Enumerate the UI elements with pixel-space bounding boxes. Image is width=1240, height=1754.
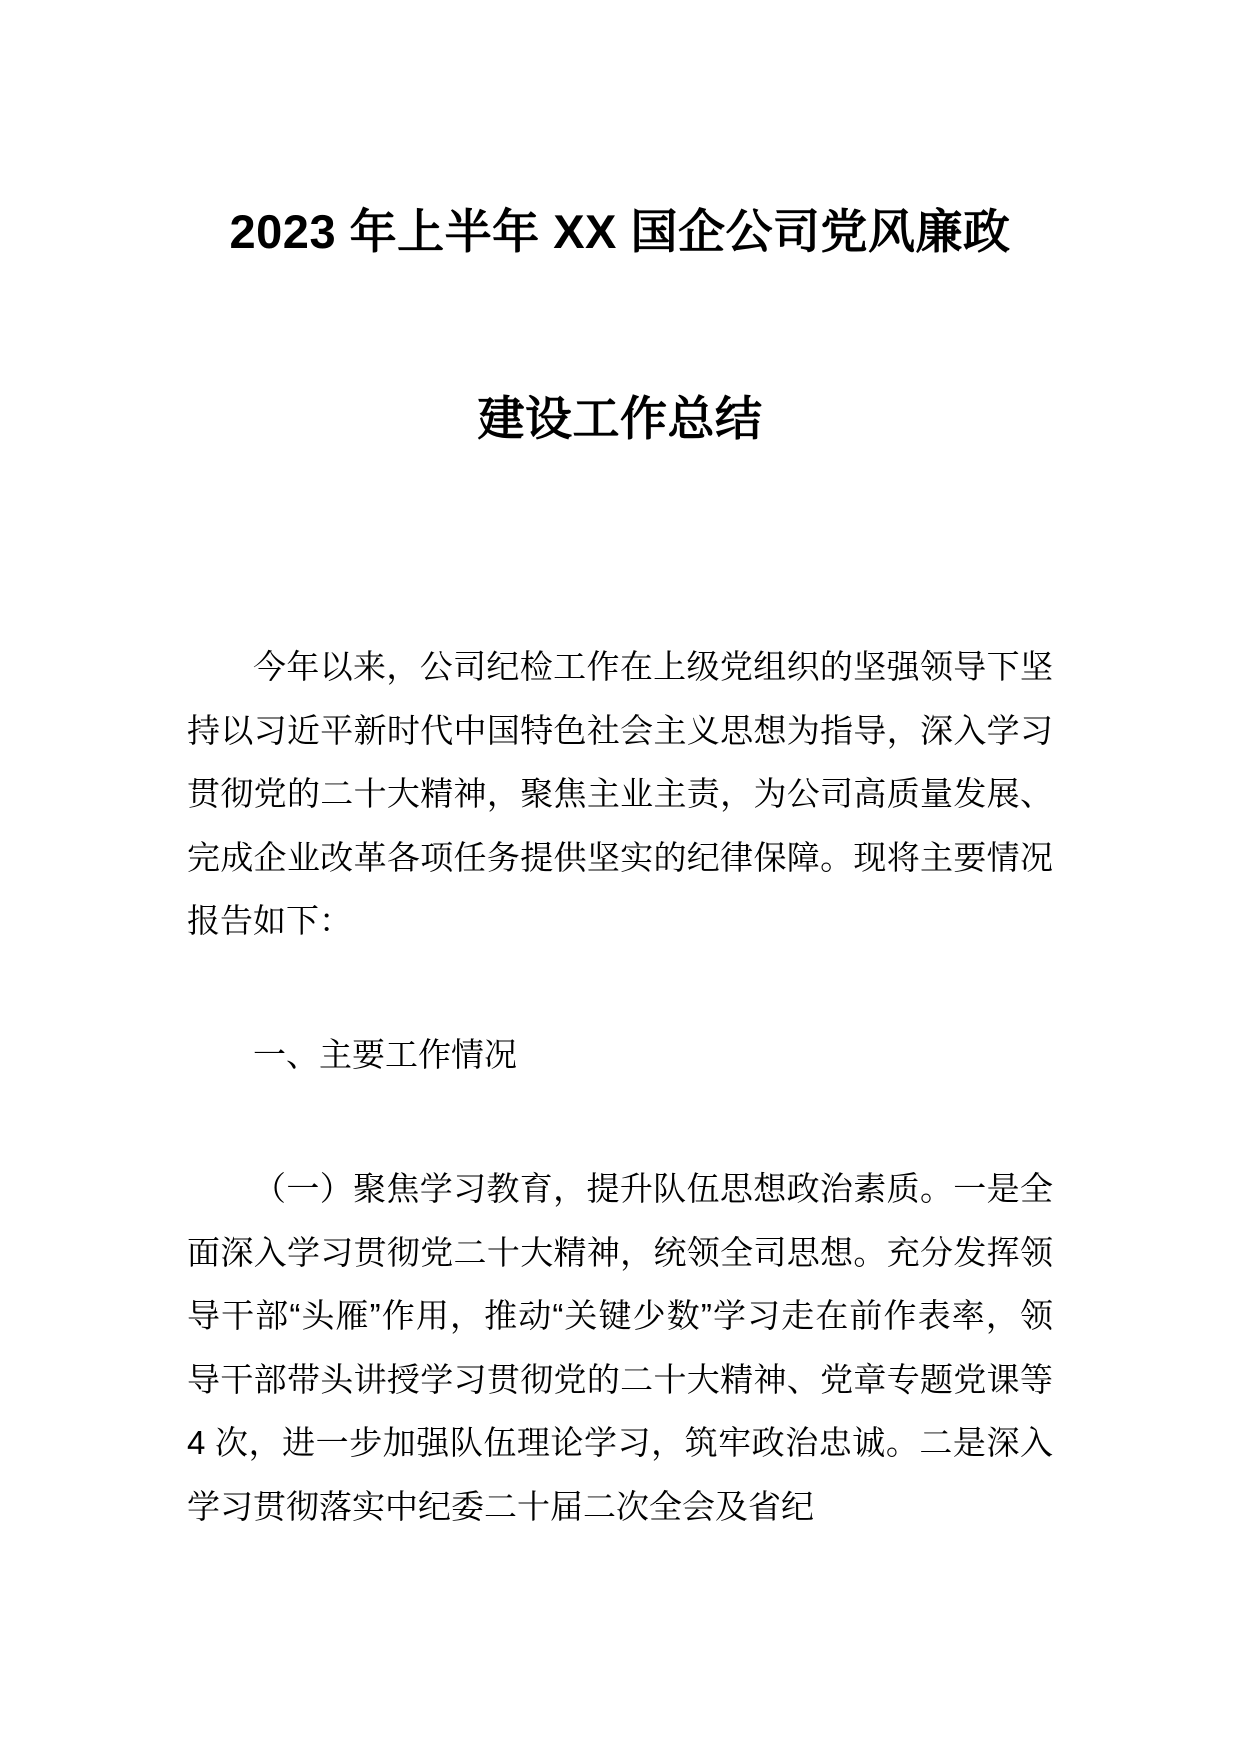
paragraph-section-1: （一）聚焦学习教育，提升队伍思想政治素质。一是全面深入学习贯彻党二十大精神，统领全司思想。充分发挥领导干部“头雁”作用，推动“关键少数”学习走在前作表率，领导干部带头讲授学习贯彻党的二十大精神、党章专题党课等 4 次，进一步加强队伍理论学习，筑牢政治忠诚。二是深入学习贯彻落实中纪委二十届二次全会及省纪 xyxy=(187,1170,1053,1525)
document-content xyxy=(187,0,1053,1538)
section-heading-1: 一、主要工作情况 xyxy=(253,1035,517,1073)
document-title xyxy=(187,0,1053,512)
document-title-line-1: 2023 年上半年 XX 国企公司党风廉政 xyxy=(229,205,1011,258)
paragraph-intro: 今年以来，公司纪检工作在上级党组织的坚强领导下坚持以习近平新时代中国特色社会主义思想为指导，深入学习贯彻党的二十大精神，聚焦主业主责，为公司高质量发展、完成企业改革各项任务提供坚实的纪律保障。现将主要情况报告如下： xyxy=(187,648,1053,939)
document-title-line-2: 建设工作总结 xyxy=(477,392,763,445)
